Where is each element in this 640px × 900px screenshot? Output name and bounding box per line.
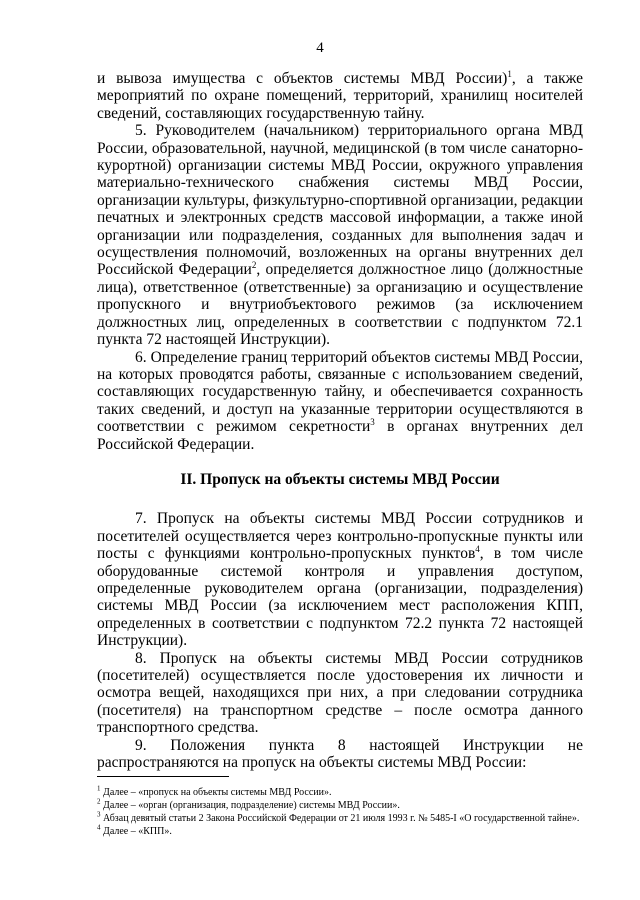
footnotes [97,784,583,839]
footnote-text: Далее – «пропуск на объекты системы МВД России». [103,787,332,798]
paragraph-text-tail: , а также мероприятий по охране помещений, территорий, хранилищ носителей сведений, составляющих государственную тайну. [97,70,583,122]
paragraph-8 [97,650,583,737]
paragraph-text: 5. Руководителем (начальником) территориального органа МВД России, образовательной, научной, медицинской (в том числе санаторно-курортной) организации системы МВД России, окружного управления материально-технического снабжения системы МВД России, организации культуры, физкультурно-спортивной организации, редакции печатных и электронных средств массовой информации, а также иной организации или подразделения, созданных для выполнения задач и осуществления полномочий, возложенных на органы внутренних дел Российской Федерации [97,122,583,279]
paragraph-5 [97,122,583,348]
footnote-text: Абзац девятый статьи 2 Закона Российской Федерации от 21 июля 1993 г. № 5485-I «О государственной тайне». [103,813,580,824]
page-number: 4 [316,40,324,56]
footnote-text: Далее – «КПП». [103,826,172,837]
footnote-ref-2: 2 [251,260,257,271]
footnote-ref-1: 1 [507,68,512,79]
paragraph-continuation [97,70,583,122]
paragraph-text: и вывоза имущества с объектов системы МВД России) [97,70,508,87]
footnote-text: Далее – «орган (организация, подразделение) системы МВД России». [103,800,400,811]
paragraph-7 [97,510,583,649]
section-heading: II. Пропуск на объекты системы МВД России [180,470,500,488]
paragraph-6 [97,349,583,453]
paragraph-text-tail: , в том числе оборудованные системой контроля и управления доступом, определенные руководителем органа (организации, подразделения) системы МВД России (за исключением мест расположения КПП, определенных в соответствии с подпунктом 72.2 пункта 72 настоящей Инструкции). [97,545,583,650]
footnote-number: 4 [97,823,101,832]
footnote-3 [97,810,583,825]
paragraph-text: 6. Определение границ территорий объектов системы МВД России, на которых проводятся работы, связанные с использованием сведений, составляющих государственную тайну, и обеспечивается сохранность таких сведений, и доступ на указанные территории осуществляются в соответствии с режимом секретности [97,348,583,436]
document-body [97,70,583,771]
footnote-ref-3: 3 [370,416,375,427]
footnote-number: 1 [97,784,101,793]
paragraph-9 [97,737,583,772]
paragraph-text-tail: в органах внутренних дел Российской Федерации. [97,418,583,453]
paragraph-text-tail: , определяется должностное лицо (должностные лица), ответственное (ответственные) за организацию и осуществление пропускного и внутриобъектового режимов (за исключением должностных лиц, определенных в соответствии с подпунктом 72.1 пункта 72 настоящей Инструкции). [97,261,584,349]
footnote-1 [97,784,583,799]
paragraph-text: 8. Пропуск на объекты системы МВД России сотрудников (посетителей) осуществляется после удостоверения их личности и осмотра вещей, находящихся при них, а при следовании сотрудника (посетителя) на транспортном средстве – после осмотра данного транспортного средства. [97,649,583,737]
footnote-number: 3 [97,810,101,819]
paragraph-text: 9. Положения пункта 8 настоящей Инструкции не распространяются на пропуск на объекты системы МВД России: [97,736,583,772]
footnote-4 [97,823,583,838]
footnote-number: 2 [97,797,101,806]
footnote-ref-4: 4 [475,544,480,554]
paragraph-text: 7. Пропуск на объекты системы МВД России сотрудников и посетителей осуществляется через контрольно-пропускные пункты или посты с функциями контрольно-пропускных пунктов [97,510,583,563]
footnote-separator [97,776,229,777]
footnote-2 [97,797,583,812]
